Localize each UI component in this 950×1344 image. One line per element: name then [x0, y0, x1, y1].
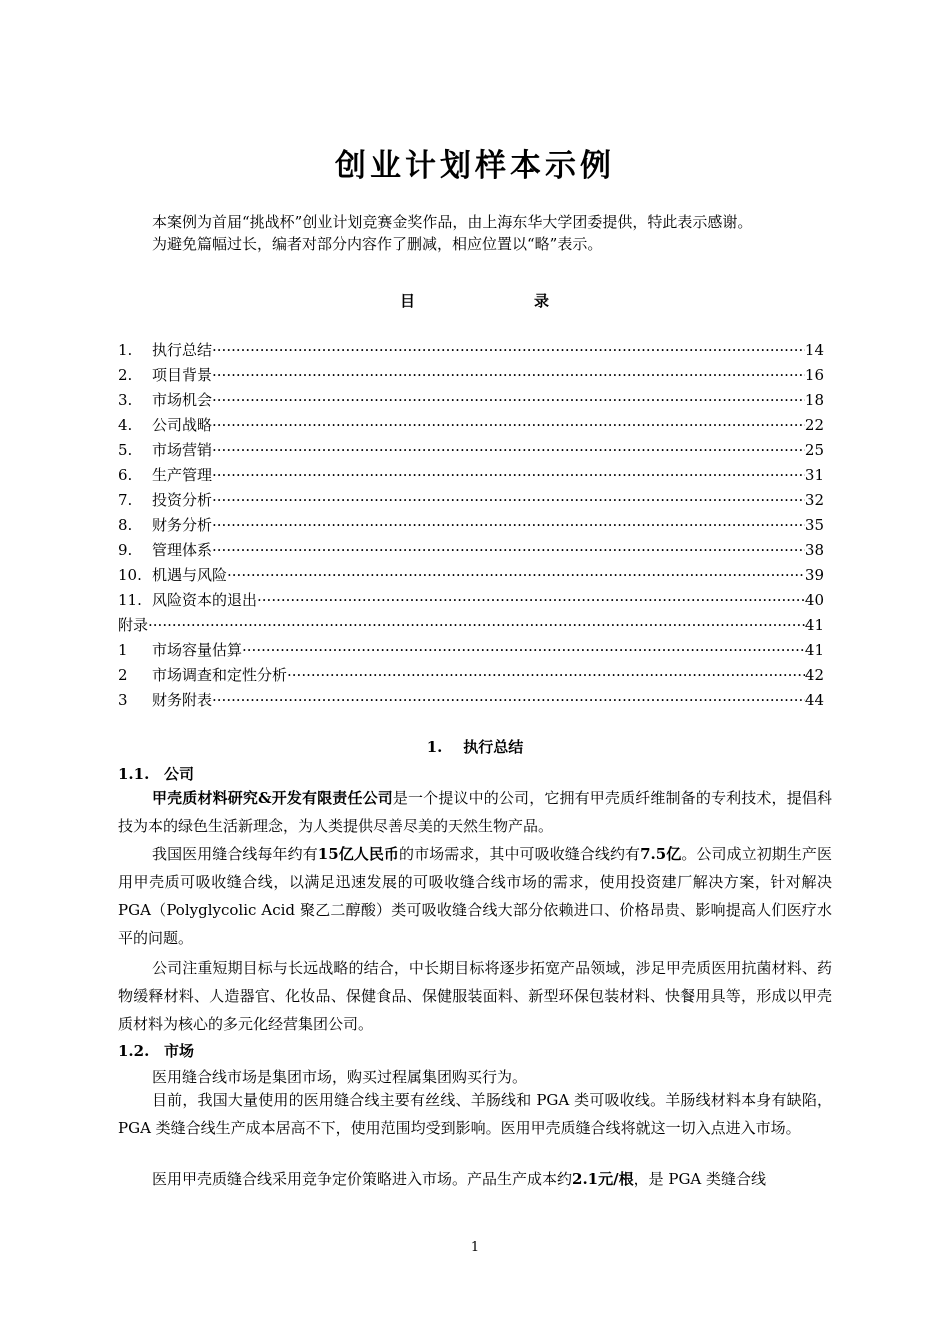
- toc-leader-dots: [257, 588, 805, 613]
- toc-item-page: 39: [804, 566, 824, 584]
- toc-item-page: 41: [804, 616, 824, 634]
- intro-line-1: 本案例为首届“挑战杯”创业计划竞赛金奖作品，由上海东华大学团委提供，特此表示感谢。: [152, 213, 753, 231]
- paragraph-current-market: 目前，我国大量使用的医用缝合线主要有丝线、羊肠线和 PGA 类可吸收线。羊肠线材料本身有缺陷，PGA 类缝合线生产成本居高不下，使用范围均受到影响。医用甲壳质缝合线将就这一切入点进入市场。: [118, 1091, 832, 1137]
- toc-item-number: 5.: [118, 441, 133, 459]
- toc-item-page: 25: [804, 441, 824, 459]
- toc-item-number: 2: [118, 666, 128, 684]
- toc-item[interactable]: [118, 363, 824, 388]
- toc-item[interactable]: [118, 688, 824, 713]
- toc-leader-dots: [212, 413, 805, 438]
- toc-item[interactable]: [118, 663, 824, 688]
- toc-item-label: 风险资本的退出: [152, 591, 258, 609]
- page-number: 1: [470, 1240, 480, 1255]
- toc-leader-dots: [212, 388, 805, 413]
- toc-heading-right: 录: [534, 292, 550, 310]
- toc-leader-dots: [227, 563, 805, 588]
- toc-leader-dots: [212, 363, 805, 388]
- toc-item-number: 3: [118, 691, 128, 709]
- toc-item-label: 财务附表: [152, 691, 213, 709]
- toc-item-label: 机遇与风险: [152, 566, 228, 584]
- toc-item-page: 44: [804, 691, 824, 709]
- subsection-1-2-heading: [118, 1040, 194, 1061]
- p6-text-a: 医用甲壳质缝合线采用竞争定价策略进入市场。产品生产成本约: [152, 1170, 573, 1188]
- p2-text-a: 我国医用缝合线每年约有: [152, 845, 318, 863]
- p2-text-c: 的市场需求，其中可吸收缝合线约有: [399, 845, 641, 863]
- paragraph-company: [118, 784, 832, 840]
- toc-item-label: 管理体系: [152, 541, 213, 559]
- absorbable-market-value: 7.5亿: [640, 845, 682, 863]
- toc-item-label: 公司战略: [152, 416, 213, 434]
- toc-item-label: 执行总结: [152, 341, 213, 359]
- unit-cost-value: 2.1元/根: [572, 1170, 634, 1188]
- toc-item-number: 1: [118, 641, 128, 659]
- subsection-1-1-heading: [118, 763, 194, 784]
- toc-item[interactable]: [118, 563, 824, 588]
- toc-heading-left: 目: [400, 292, 416, 310]
- company-name: 甲壳质材料研究&开发有限责任公司: [152, 789, 393, 807]
- toc-item-page: 31: [804, 466, 824, 484]
- toc-item-label: 市场容量估算: [152, 641, 243, 659]
- toc-item-page: 18: [804, 391, 824, 409]
- toc-item-page: 32: [804, 491, 824, 509]
- toc-item-number: 2.: [118, 366, 133, 384]
- toc-item-page: 14: [804, 341, 824, 359]
- page-title: 创业计划样本示例: [335, 148, 615, 184]
- toc-leader-dots: [148, 613, 805, 638]
- subsection-1-1-number: 1.1.: [118, 765, 150, 783]
- toc-item-number: 1.: [118, 341, 133, 359]
- company-description: 是一个提议中的公司，它拥有甲壳质纤维制备的专利技术，提倡科技为本的绿色生活新理念，为人类提供尽善尽美的天然生物产品。: [118, 789, 832, 835]
- market-size-value: 15亿人民币: [317, 845, 399, 863]
- toc-item-page: 35: [804, 516, 824, 534]
- toc-item-page: 22: [804, 416, 824, 434]
- paragraph-pricing: [118, 1165, 832, 1193]
- toc-item[interactable]: [118, 388, 824, 413]
- toc-item[interactable]: [118, 638, 824, 663]
- toc-item-label: 市场调查和定性分析: [152, 666, 288, 684]
- toc-item[interactable]: [118, 488, 824, 513]
- toc-item-number: 7.: [118, 491, 133, 509]
- toc-item-label: 生产管理: [152, 466, 213, 484]
- paragraph-market-demand: [118, 840, 832, 952]
- subsection-1-1-title: 公司: [164, 765, 195, 783]
- toc-leader-dots: [212, 463, 805, 488]
- table-of-contents: [118, 338, 824, 713]
- paragraph-market-type: 医用缝合线市场是集团市场，购买过程属集团购买行为。: [152, 1068, 528, 1086]
- p2-text-d: 。公司成立初期生产医用甲壳质可吸收缝合线，以满足迅速发展的可吸收缝合线市场的需求，使用投资建厂解决方案，针对解决 PGA（Polyglycolic Acid 聚乙二醇酸）类可吸收缝合线大部分依赖进口、价格昂贵、影响提高人们医疗水平的问题。: [118, 845, 832, 947]
- subsection-1-2-number: 1.2.: [118, 1042, 150, 1060]
- toc-item[interactable]: [118, 438, 824, 463]
- toc-item[interactable]: [118, 338, 824, 363]
- toc-item-number: 11.: [118, 591, 142, 609]
- toc-item-label: 附录: [118, 616, 149, 634]
- section-1-number: 1.: [426, 738, 443, 756]
- section-1-heading: [0, 736, 950, 757]
- toc-item[interactable]: [118, 538, 824, 563]
- toc-item-label: 市场机会: [152, 391, 213, 409]
- toc-item-page: 16: [804, 366, 824, 384]
- toc-item-number: 10.: [118, 566, 142, 584]
- toc-leader-dots: [242, 638, 805, 663]
- toc-leader-dots: [287, 663, 805, 688]
- toc-leader-dots: [212, 688, 805, 713]
- toc-item-number: 3.: [118, 391, 133, 409]
- toc-leader-dots: [212, 538, 805, 563]
- toc-item[interactable]: [118, 413, 824, 438]
- toc-item-page: 41: [804, 641, 824, 659]
- toc-item[interactable]: [118, 513, 824, 538]
- toc-leader-dots: [212, 488, 805, 513]
- toc-item-page: 38: [804, 541, 824, 559]
- toc-item-label: 项目背景: [152, 366, 213, 384]
- toc-item-label: 市场营销: [152, 441, 213, 459]
- toc-item-number: 4.: [118, 416, 133, 434]
- toc-item-page: 42: [804, 666, 824, 684]
- toc-leader-dots: [212, 513, 805, 538]
- toc-item-number: 9.: [118, 541, 133, 559]
- toc-item-page: 40: [804, 591, 824, 609]
- toc-item[interactable]: [118, 613, 824, 638]
- subsection-1-2-title: 市场: [164, 1042, 195, 1060]
- toc-item[interactable]: [118, 588, 824, 613]
- toc-item-number: 6.: [118, 466, 133, 484]
- paragraph-strategy: 公司注重短期目标与长远战略的结合，中长期目标将逐步拓宽产品领域，涉足甲壳质医用抗菌材料、药物缓释材料、人造器官、化妆品、保健食品、保健服装面料、新型环保包装材料、快餐用具等，形成以甲壳质材料为核心的多元化经营集团公司。: [118, 959, 832, 1033]
- toc-leader-dots: [212, 438, 805, 463]
- toc-item-number: 8.: [118, 516, 133, 534]
- intro-line-2: 为避免篇幅过长，编者对部分内容作了删减，相应位置以“略”表示。: [152, 235, 603, 253]
- toc-item[interactable]: [118, 463, 824, 488]
- p6-text-c: ，是 PGA 类缝合线: [633, 1170, 767, 1188]
- section-1-title: 执行总结: [463, 738, 524, 756]
- toc-item-label: 投资分析: [152, 491, 213, 509]
- toc-item-label: 财务分析: [152, 516, 213, 534]
- toc-leader-dots: [212, 338, 805, 363]
